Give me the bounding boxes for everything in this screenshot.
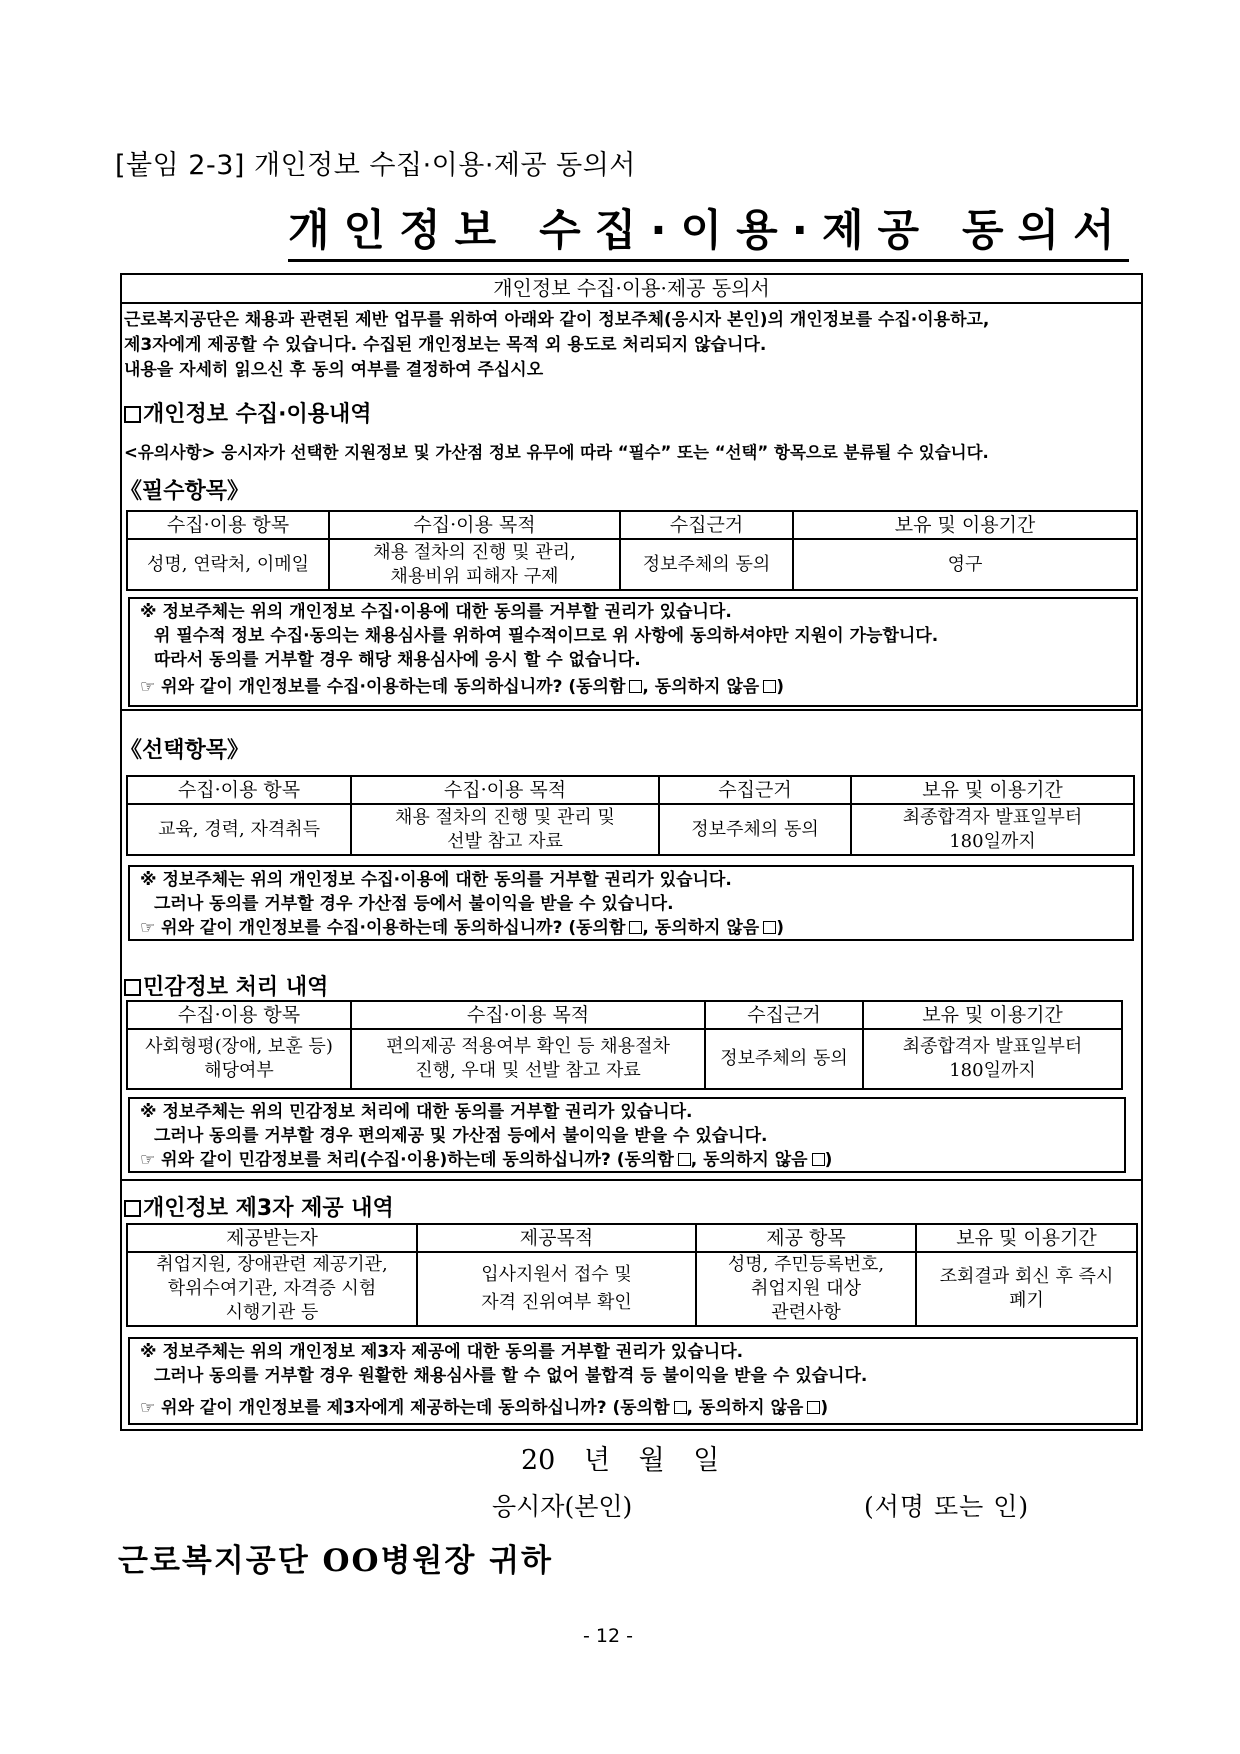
header-cell: 수집·이용 목적 [351, 1001, 705, 1029]
header-cell: 보유 및 이용기간 [916, 1224, 1137, 1252]
signature-field[interactable]: (서명 또는 인) [864, 1492, 1030, 1521]
table-cell: 편의제공 적용여부 확인 등 채용절차 진행, 우대 및 선발 참고 자료 [351, 1029, 705, 1089]
page-number: - 12 - [583, 1625, 633, 1647]
attachment-title: [붙임 2-3] 개인정보 수집·이용·제공 동의서 [115, 150, 636, 181]
notice-line: 위 필수적 정보 수집·동의는 채용심사를 위하여 필수적이므로 위 사항에 동의하셔야만 지원이 가능합니다. [154, 626, 939, 646]
table-header-row [127, 776, 1134, 804]
table-cell: 영구 [793, 539, 1137, 590]
table-cell: 정보주체의 동의 [705, 1029, 863, 1089]
table-cell: 최종합격자 발표일부터 180일까지 [863, 1029, 1122, 1089]
table-cell: 정보주체의 동의 [659, 804, 851, 855]
signer-label: 응시자(본인) [492, 1492, 633, 1521]
table-cell: 입사지원서 접수 및 자격 진위여부 확인 [417, 1252, 696, 1326]
header-cell: 보유 및 이용기간 [793, 511, 1137, 539]
header-cell: 보유 및 이용기간 [851, 776, 1134, 804]
table-header-row [127, 511, 1137, 539]
table-header-row [127, 1224, 1137, 1252]
header-cell: 제공받는자 [127, 1224, 417, 1252]
agree-checkbox[interactable] [674, 1401, 687, 1414]
consent-question-third-party: ☞ 위와 같이 개인정보를 제3자에게 제공하는데 동의하십니까? (동의함 , 동의하지 않음 ) [140, 1398, 829, 1418]
intro-line-1: 근로복지공단은 채용과 관련된 제반 업무를 위하여 아래와 같이 정보주체(응시자 본인)의 개인정보를 수집·이용하고, [124, 310, 990, 330]
intro-line-3: 내용을 자세히 읽으신 후 동의 여부를 결정하여 주십시오 [124, 360, 544, 380]
notice-line: 그러나 동의를 거부할 경우 편의제공 및 가산점 등에서 불이익을 받을 수 있습니다. [154, 1126, 768, 1146]
header-cell: 수집근거 [620, 511, 793, 539]
table-row [127, 1029, 1122, 1089]
table-header-row [127, 1001, 1122, 1029]
header-cell: 수집근거 [659, 776, 851, 804]
optional-table [126, 775, 1135, 856]
disagree-checkbox[interactable] [763, 921, 776, 934]
document-title: 개인정보 수집·이용·제공 동의서 [288, 205, 1129, 262]
table-cell: 사회형평(장애, 보훈 등) 해당여부 [127, 1029, 351, 1089]
table-cell: 최종합격자 발표일부터 180일까지 [851, 804, 1134, 855]
third-party-title [124, 1191, 394, 1222]
sensitive-label: 민감정보 처리 내역 [143, 975, 329, 1000]
third-party-label: 개인정보 제3자 제공 내역 [143, 1196, 394, 1221]
header-cell: 수집근거 [705, 1001, 863, 1029]
header-cell: 보유 및 이용기간 [863, 1001, 1122, 1029]
notice-line: ※ 정보주체는 위의 개인정보 수집·이용에 대한 동의를 거부할 권리가 있습니다. [140, 870, 732, 890]
third-party-notice [128, 1337, 1138, 1425]
header-cell: 수집·이용 목적 [351, 776, 659, 804]
section-divider [122, 1179, 1141, 1181]
header-cell: 수집·이용 항목 [127, 776, 351, 804]
section-divider [122, 709, 1141, 711]
table-row [127, 539, 1137, 590]
table-cell: 취업지원, 장애관련 제공기관, 학위수여기관, 자격증 시험 시행기관 등 [127, 1252, 417, 1326]
header-cell: 수집·이용 항목 [127, 1001, 351, 1029]
notice-line: 따라서 동의를 거부할 경우 해당 채용심사에 응시 할 수 없습니다. [154, 650, 641, 670]
required-table [126, 510, 1138, 591]
notice-line: 그러나 동의를 거부할 경우 원활한 채용심사를 할 수 없어 불합격 등 불이익을 받을 수 있습니다. [154, 1366, 868, 1386]
agree-checkbox[interactable] [629, 921, 642, 934]
agree-checkbox[interactable] [629, 680, 642, 693]
table-cell: 교육, 경력, 자격취득 [127, 804, 351, 855]
caution-note: <유의사항> 응시자가 선택한 지원정보 및 가산점 정보 유무에 따라 “필수” 또는 “선택” 항목으로 분류될 수 있습니다. [124, 443, 989, 462]
table-cell: 성명, 연락처, 이메일 [127, 539, 329, 590]
third-party-table [126, 1223, 1138, 1327]
header-divider [122, 302, 1141, 304]
table-cell: 채용 절차의 진행 및 관리, 채용비위 피해자 구제 [329, 539, 620, 590]
required-title: 《필수항목》 [120, 479, 250, 504]
table-cell: 조회결과 회신 후 즉시 폐기 [916, 1252, 1137, 1326]
form-header: 개인정보 수집·이용·제공 동의서 [493, 276, 770, 300]
header-cell: 제공목적 [417, 1224, 696, 1252]
disagree-checkbox[interactable] [812, 1153, 825, 1166]
disagree-checkbox[interactable] [807, 1401, 820, 1414]
table-row [127, 1252, 1137, 1326]
agree-checkbox[interactable] [678, 1153, 691, 1166]
intro-line-2: 제3자에게 제공할 수 있습니다. 수집된 개인정보는 목적 외 용도로 처리되지 않습니다. [124, 335, 767, 355]
required-notice [128, 597, 1138, 707]
consent-question-optional: ☞ 위와 같이 개인정보를 수집·이용하는데 동의하십니까? (동의함 , 동의하지 않음 ) [140, 918, 784, 938]
header-cell: 제공 항목 [696, 1224, 916, 1252]
recipient-line: 근로복지공단 OO병원장 귀하 [118, 1543, 553, 1579]
section-collection-title [124, 397, 372, 428]
date-line: 20 년 월 일 [521, 1445, 720, 1476]
checkbox-square-icon [124, 406, 141, 423]
optional-notice [128, 865, 1134, 941]
checkbox-square-icon [124, 1200, 141, 1217]
table-row [127, 804, 1134, 855]
sensitive-table [126, 1000, 1123, 1090]
notice-line: ※ 정보주체는 위의 민감정보 처리에 대한 동의를 거부할 권리가 있습니다. [140, 1102, 693, 1122]
header-cell: 수집·이용 목적 [329, 511, 620, 539]
table-cell: 정보주체의 동의 [620, 539, 793, 590]
section-collection-label: 개인정보 수집·이용내역 [143, 402, 372, 427]
disagree-checkbox[interactable] [763, 680, 776, 693]
notice-line: 그러나 동의를 거부할 경우 가산점 등에서 불이익을 받을 수 있습니다. [154, 894, 674, 914]
consent-question-sensitive: ☞ 위와 같이 민감정보를 처리(수집·이용)하는데 동의하십니까? (동의함 , 동의하지 않음 ) [140, 1150, 833, 1170]
sensitive-title [124, 970, 328, 1001]
sensitive-notice [128, 1097, 1126, 1173]
notice-line: ※ 정보주체는 위의 개인정보 수집·이용에 대한 동의를 거부할 권리가 있습니다. [140, 602, 732, 622]
table-cell: 성명, 주민등록번호, 취업지원 대상 관련사항 [696, 1252, 916, 1326]
header-cell: 수집·이용 항목 [127, 511, 329, 539]
consent-form [120, 273, 1143, 1431]
optional-title: 《선택항목》 [120, 738, 250, 763]
checkbox-square-icon [124, 979, 141, 996]
consent-question-required: ☞ 위와 같이 개인정보를 수집·이용하는데 동의하십니까? (동의함 , 동의하지 않음 ) [140, 677, 784, 697]
table-cell: 채용 절차의 진행 및 관리 및 선발 참고 자료 [351, 804, 659, 855]
notice-line: ※ 정보주체는 위의 개인정보 제3자 제공에 대한 동의를 거부할 권리가 있습니다. [140, 1342, 744, 1362]
